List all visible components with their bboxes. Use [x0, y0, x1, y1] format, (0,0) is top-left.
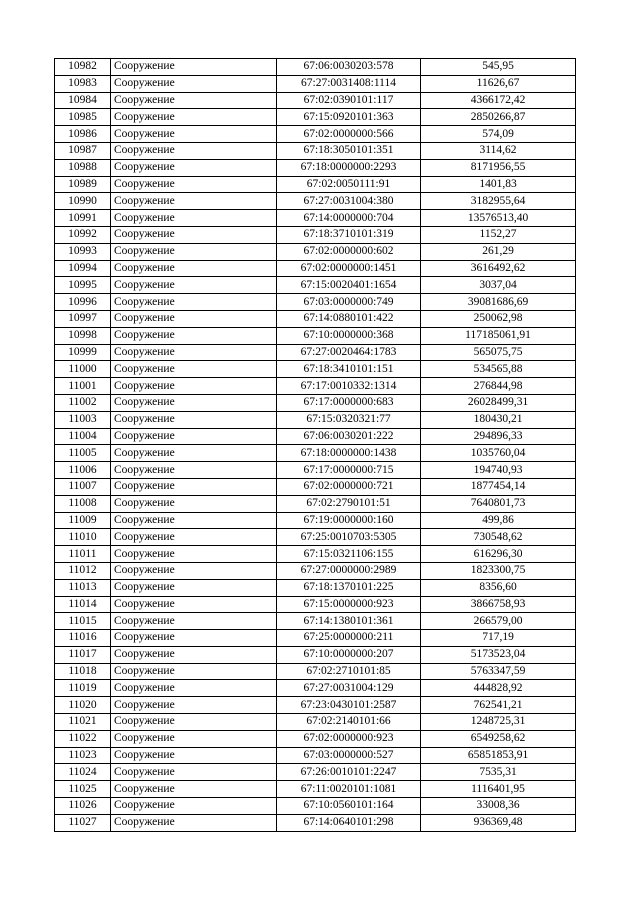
table-row: [55, 714, 576, 731]
value-cell: 3114,62: [421, 142, 576, 159]
table-row: [55, 310, 576, 327]
cadastral-number-cell: 67:14:0640101:298: [277, 814, 421, 831]
object-type-cell: Сооружение: [111, 512, 277, 529]
row-number-cell: 10999: [55, 344, 111, 361]
row-number-cell: 10992: [55, 226, 111, 243]
table-row: [55, 176, 576, 193]
cadastral-number-cell: 67:15:0321106:155: [277, 546, 421, 563]
object-type-cell: Сооружение: [111, 478, 277, 495]
object-type-cell: Сооружение: [111, 781, 277, 798]
value-cell: 936369,48: [421, 814, 576, 831]
object-type-cell: Сооружение: [111, 126, 277, 143]
cadastral-number-cell: 67:18:3410101:151: [277, 361, 421, 378]
row-number-cell: 11004: [55, 428, 111, 445]
value-cell: 1152,27: [421, 226, 576, 243]
table-row: [55, 781, 576, 798]
table-row: [55, 495, 576, 512]
value-cell: 499,86: [421, 512, 576, 529]
table-row: [55, 294, 576, 311]
table-row: [55, 126, 576, 143]
row-number-cell: 10985: [55, 109, 111, 126]
table-row: [55, 630, 576, 647]
object-type-cell: Сооружение: [111, 428, 277, 445]
value-cell: 3616492,62: [421, 260, 576, 277]
table-row: [55, 109, 576, 126]
value-cell: 1401,83: [421, 176, 576, 193]
row-number-cell: 11024: [55, 764, 111, 781]
table-row: [55, 512, 576, 529]
object-type-cell: Сооружение: [111, 562, 277, 579]
cadastral-number-cell: 67:27:0020464:1783: [277, 344, 421, 361]
row-number-cell: 11007: [55, 478, 111, 495]
value-cell: 180430,21: [421, 411, 576, 428]
row-number-cell: 10986: [55, 126, 111, 143]
object-type-cell: Сооружение: [111, 277, 277, 294]
object-type-cell: Сооружение: [111, 361, 277, 378]
row-number-cell: 10997: [55, 310, 111, 327]
object-type-cell: Сооружение: [111, 697, 277, 714]
table-row: [55, 478, 576, 495]
row-number-cell: 10988: [55, 159, 111, 176]
cadastral-number-cell: 67:18:0000000:2293: [277, 159, 421, 176]
cadastral-number-cell: 67:15:0320321:77: [277, 411, 421, 428]
row-number-cell: 11015: [55, 613, 111, 630]
object-type-cell: Сооружение: [111, 243, 277, 260]
table-row: [55, 159, 576, 176]
cadastral-number-cell: 67:27:0031004:380: [277, 193, 421, 210]
cadastral-number-cell: 67:25:0010703:5305: [277, 529, 421, 546]
cadastral-number-cell: 67:18:0000000:1438: [277, 445, 421, 462]
value-cell: 717,19: [421, 630, 576, 647]
table-row: [55, 59, 576, 76]
row-number-cell: 11011: [55, 546, 111, 563]
object-type-cell: Сооружение: [111, 59, 277, 76]
cadastral-number-cell: 67:10:0560101:164: [277, 798, 421, 815]
row-number-cell: 11021: [55, 714, 111, 731]
row-number-cell: 11017: [55, 646, 111, 663]
value-cell: 1248725,31: [421, 714, 576, 731]
object-type-cell: Сооружение: [111, 546, 277, 563]
object-type-cell: Сооружение: [111, 92, 277, 109]
cadastral-number-cell: 67:11:0020101:1081: [277, 781, 421, 798]
cadastral-number-cell: 67:02:0000000:1451: [277, 260, 421, 277]
row-number-cell: 10989: [55, 176, 111, 193]
value-cell: 565075,75: [421, 344, 576, 361]
value-cell: 6549258,62: [421, 730, 576, 747]
cadastral-number-cell: 67:02:0000000:721: [277, 478, 421, 495]
row-number-cell: 10996: [55, 294, 111, 311]
table-row: [55, 697, 576, 714]
table-row: [55, 730, 576, 747]
table-row: [55, 764, 576, 781]
cadastral-number-cell: 67:19:0000000:160: [277, 512, 421, 529]
value-cell: 194740,93: [421, 462, 576, 479]
object-type-cell: Сооружение: [111, 109, 277, 126]
cadastral-number-cell: 67:14:0880101:422: [277, 310, 421, 327]
value-cell: 7640801,73: [421, 495, 576, 512]
cadastral-number-cell: 67:02:0000000:923: [277, 730, 421, 747]
value-cell: 574,09: [421, 126, 576, 143]
value-cell: 7535,31: [421, 764, 576, 781]
value-cell: 3182955,64: [421, 193, 576, 210]
table-row: [55, 529, 576, 546]
row-number-cell: 10982: [55, 59, 111, 76]
row-number-cell: 11026: [55, 798, 111, 815]
table-row: [55, 596, 576, 613]
table-row: [55, 75, 576, 92]
object-type-cell: Сооружение: [111, 176, 277, 193]
object-type-cell: Сооружение: [111, 814, 277, 831]
document-page: [54, 58, 576, 832]
row-number-cell: 11001: [55, 378, 111, 395]
object-type-cell: Сооружение: [111, 445, 277, 462]
table-row: [55, 428, 576, 445]
table-row: [55, 613, 576, 630]
table-row: [55, 798, 576, 815]
cadastral-number-cell: 67:02:2710101:85: [277, 663, 421, 680]
value-cell: 261,29: [421, 243, 576, 260]
cadastral-number-cell: 67:03:0000000:527: [277, 747, 421, 764]
value-cell: 13576513,40: [421, 210, 576, 227]
object-type-cell: Сооружение: [111, 344, 277, 361]
row-number-cell: 10998: [55, 327, 111, 344]
cadastral-number-cell: 67:17:0000000:683: [277, 394, 421, 411]
row-number-cell: 11005: [55, 445, 111, 462]
object-type-cell: Сооружение: [111, 142, 277, 159]
table-row: [55, 243, 576, 260]
cadastral-number-cell: 67:27:0000000:2989: [277, 562, 421, 579]
value-cell: 3866758,93: [421, 596, 576, 613]
row-number-cell: 11003: [55, 411, 111, 428]
row-number-cell: 11012: [55, 562, 111, 579]
object-type-cell: Сооружение: [111, 579, 277, 596]
table-row: [55, 193, 576, 210]
object-type-cell: Сооружение: [111, 327, 277, 344]
cadastral-number-cell: 67:17:0000000:715: [277, 462, 421, 479]
value-cell: 33008,36: [421, 798, 576, 815]
object-type-cell: Сооружение: [111, 260, 277, 277]
object-type-cell: Сооружение: [111, 613, 277, 630]
value-cell: 2850266,87: [421, 109, 576, 126]
value-cell: 266579,00: [421, 613, 576, 630]
table-row: [55, 462, 576, 479]
value-cell: 8171956,55: [421, 159, 576, 176]
object-type-cell: Сооружение: [111, 75, 277, 92]
cadastral-number-cell: 67:02:0390101:117: [277, 92, 421, 109]
row-number-cell: 10995: [55, 277, 111, 294]
cadastral-number-cell: 67:26:0010101:2247: [277, 764, 421, 781]
value-cell: 762541,21: [421, 697, 576, 714]
cadastral-number-cell: 67:27:0031004:129: [277, 680, 421, 697]
value-cell: 26028499,31: [421, 394, 576, 411]
object-type-cell: Сооружение: [111, 730, 277, 747]
object-type-cell: Сооружение: [111, 747, 277, 764]
value-cell: 730548,62: [421, 529, 576, 546]
table-row: [55, 226, 576, 243]
table-row: [55, 277, 576, 294]
cadastral-number-cell: 67:15:0020401:1654: [277, 277, 421, 294]
value-cell: 1877454,14: [421, 478, 576, 495]
row-number-cell: 11008: [55, 495, 111, 512]
object-type-cell: Сооружение: [111, 764, 277, 781]
row-number-cell: 11025: [55, 781, 111, 798]
row-number-cell: 11000: [55, 361, 111, 378]
table-row: [55, 142, 576, 159]
cadastral-number-cell: 67:15:0000000:923: [277, 596, 421, 613]
row-number-cell: 10990: [55, 193, 111, 210]
row-number-cell: 11009: [55, 512, 111, 529]
table-row: [55, 680, 576, 697]
row-number-cell: 11027: [55, 814, 111, 831]
value-cell: 4366172,42: [421, 92, 576, 109]
cadastral-number-cell: 67:06:0030201:222: [277, 428, 421, 445]
row-number-cell: 10983: [55, 75, 111, 92]
cadastral-number-cell: 67:27:0031408:1114: [277, 75, 421, 92]
object-type-cell: Сооружение: [111, 663, 277, 680]
row-number-cell: 11010: [55, 529, 111, 546]
value-cell: 65851853,91: [421, 747, 576, 764]
value-cell: 3037,04: [421, 277, 576, 294]
table-row: [55, 579, 576, 596]
table-row: [55, 260, 576, 277]
object-type-cell: Сооружение: [111, 378, 277, 395]
object-type-cell: Сооружение: [111, 294, 277, 311]
value-cell: 1116401,95: [421, 781, 576, 798]
value-cell: 5173523,04: [421, 646, 576, 663]
row-number-cell: 10987: [55, 142, 111, 159]
value-cell: 1035760,04: [421, 445, 576, 462]
cadastral-number-cell: 67:02:0000000:602: [277, 243, 421, 260]
table-row: [55, 411, 576, 428]
object-type-cell: Сооружение: [111, 226, 277, 243]
row-number-cell: 11023: [55, 747, 111, 764]
object-type-cell: Сооружение: [111, 646, 277, 663]
cadastral-number-cell: 67:23:0430101:2587: [277, 697, 421, 714]
row-number-cell: 10991: [55, 210, 111, 227]
value-cell: 8356,60: [421, 579, 576, 596]
object-type-cell: Сооружение: [111, 411, 277, 428]
cadastral-number-cell: 67:02:0050111:91: [277, 176, 421, 193]
table-row: [55, 814, 576, 831]
row-number-cell: 11002: [55, 394, 111, 411]
table-row: [55, 210, 576, 227]
table-row: [55, 92, 576, 109]
cadastral-number-cell: 67:06:0030203:578: [277, 59, 421, 76]
row-number-cell: 10993: [55, 243, 111, 260]
object-type-cell: Сооружение: [111, 596, 277, 613]
row-number-cell: 11020: [55, 697, 111, 714]
table-row: [55, 747, 576, 764]
object-type-cell: Сооружение: [111, 714, 277, 731]
table-body: [55, 59, 576, 832]
value-cell: 39081686,69: [421, 294, 576, 311]
cadastral-number-cell: 67:14:1380101:361: [277, 613, 421, 630]
row-number-cell: 11019: [55, 680, 111, 697]
object-type-cell: Сооружение: [111, 394, 277, 411]
object-type-cell: Сооружение: [111, 798, 277, 815]
value-cell: 534565,88: [421, 361, 576, 378]
table-row: [55, 663, 576, 680]
value-cell: 294896,33: [421, 428, 576, 445]
row-number-cell: 11016: [55, 630, 111, 647]
table-row: [55, 361, 576, 378]
cadastral-number-cell: 67:18:3710101:319: [277, 226, 421, 243]
object-type-cell: Сооружение: [111, 210, 277, 227]
object-type-cell: Сооружение: [111, 462, 277, 479]
row-number-cell: 11013: [55, 579, 111, 596]
cadastral-number-cell: 67:10:0000000:368: [277, 327, 421, 344]
object-type-cell: Сооружение: [111, 310, 277, 327]
object-type-cell: Сооружение: [111, 630, 277, 647]
table-row: [55, 562, 576, 579]
table-row: [55, 344, 576, 361]
table-row: [55, 378, 576, 395]
cadastral-number-cell: 67:02:0000000:566: [277, 126, 421, 143]
row-number-cell: 10984: [55, 92, 111, 109]
cadastral-number-cell: 67:17:0010332:1314: [277, 378, 421, 395]
cadastral-number-cell: 67:02:2790101:51: [277, 495, 421, 512]
value-cell: 117185061,91: [421, 327, 576, 344]
row-number-cell: 11018: [55, 663, 111, 680]
cadastral-number-cell: 67:18:3050101:351: [277, 142, 421, 159]
value-cell: 1823300,75: [421, 562, 576, 579]
cadastral-number-cell: 67:03:0000000:749: [277, 294, 421, 311]
value-cell: 616296,30: [421, 546, 576, 563]
table-row: [55, 546, 576, 563]
object-type-cell: Сооружение: [111, 680, 277, 697]
value-cell: 11626,67: [421, 75, 576, 92]
property-table: [54, 58, 576, 832]
table-row: [55, 646, 576, 663]
object-type-cell: Сооружение: [111, 529, 277, 546]
row-number-cell: 11022: [55, 730, 111, 747]
row-number-cell: 11006: [55, 462, 111, 479]
cadastral-number-cell: 67:18:1370101:225: [277, 579, 421, 596]
cadastral-number-cell: 67:15:0920101:363: [277, 109, 421, 126]
value-cell: 276844,98: [421, 378, 576, 395]
value-cell: 444828,92: [421, 680, 576, 697]
object-type-cell: Сооружение: [111, 495, 277, 512]
row-number-cell: 11014: [55, 596, 111, 613]
cadastral-number-cell: 67:14:0000000:704: [277, 210, 421, 227]
value-cell: 545,95: [421, 59, 576, 76]
cadastral-number-cell: 67:10:0000000:207: [277, 646, 421, 663]
object-type-cell: Сооружение: [111, 159, 277, 176]
row-number-cell: 10994: [55, 260, 111, 277]
table-row: [55, 327, 576, 344]
value-cell: 5763347,59: [421, 663, 576, 680]
cadastral-number-cell: 67:02:2140101:66: [277, 714, 421, 731]
table-row: [55, 445, 576, 462]
cadastral-number-cell: 67:25:0000000:211: [277, 630, 421, 647]
value-cell: 250062,98: [421, 310, 576, 327]
object-type-cell: Сооружение: [111, 193, 277, 210]
table-row: [55, 394, 576, 411]
